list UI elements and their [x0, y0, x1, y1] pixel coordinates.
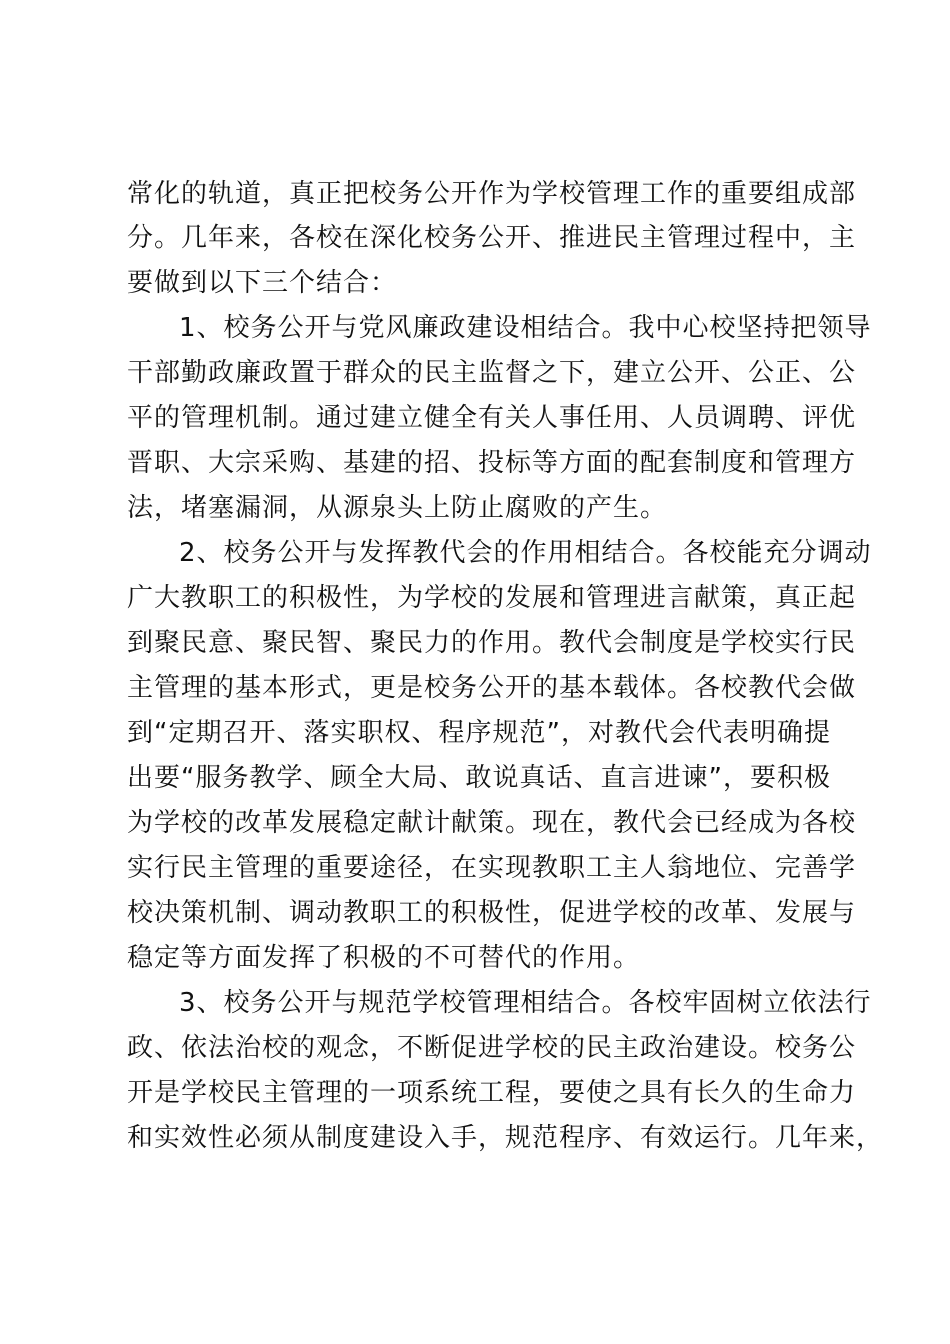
text-line: 出要“服务教学、顾全大局、敢说真话、直言进谏”，要积极: [127, 763, 831, 793]
text-line: 平的管理机制。通过建立健全有关人事任用、人员调聘、评优: [127, 403, 857, 433]
text-line: 干部勤政廉政置于群众的民主监督之下，建立公开、公正、公: [127, 358, 857, 388]
text-line: 政、依法治校的观念，不断促进学校的民主政治建设。校务公: [127, 1033, 857, 1063]
text-line: 实行民主管理的重要途径，在实现教职工主人翁地位、完善学: [127, 853, 857, 883]
text-line: 广大教职工的积极性，为学校的发展和管理进言献策，真正起: [127, 583, 857, 613]
text-line: 稳定等方面发挥了积极的不可替代的作用。: [127, 943, 641, 973]
text-line: 主管理的基本形式，更是校务公开的基本载体。各校教代会做: [127, 673, 857, 703]
paragraph-1-start: 1、校务公开与党风廉政建设相结合。我中心校坚持把领导: [179, 313, 872, 343]
paragraph-3-start: 3、校务公开与规范学校管理相结合。各校牢固树立依法行: [179, 988, 872, 1018]
text-line: 和实效性必须从制度建设入手，规范程序、有效运行。几年来，: [127, 1123, 884, 1153]
text-line: 到聚民意、聚民智、聚民力的作用。教代会制度是学校实行民: [127, 628, 857, 658]
text-line: 开是学校民主管理的一项系统工程，要使之具有长久的生命力: [127, 1078, 857, 1108]
text-line: 校决策机制、调动教职工的积极性，促进学校的改革、发展与: [127, 898, 857, 928]
text-line: 为学校的改革发展稳定献计献策。现在，教代会已经成为各校: [127, 808, 857, 838]
text-line: 法，堵塞漏洞，从源泉头上防止腐败的产生。: [127, 493, 668, 523]
text-line: 常化的轨道，真正把校务公开作为学校管理工作的重要组成部: [127, 179, 857, 209]
paragraph-2-start: 2、校务公开与发挥教代会的作用相结合。各校能充分调动: [179, 538, 872, 568]
text-line: 要做到以下三个结合：: [127, 268, 398, 298]
text-line: 晋职、大宗采购、基建的招、投标等方面的配套制度和管理方: [127, 448, 857, 478]
text-line: 分。几年来，各校在深化校务公开、推进民主管理过程中，主: [127, 223, 857, 253]
text-line: 到“定期召开、落实职权、程序规范”，对教代会代表明确提: [127, 718, 831, 748]
